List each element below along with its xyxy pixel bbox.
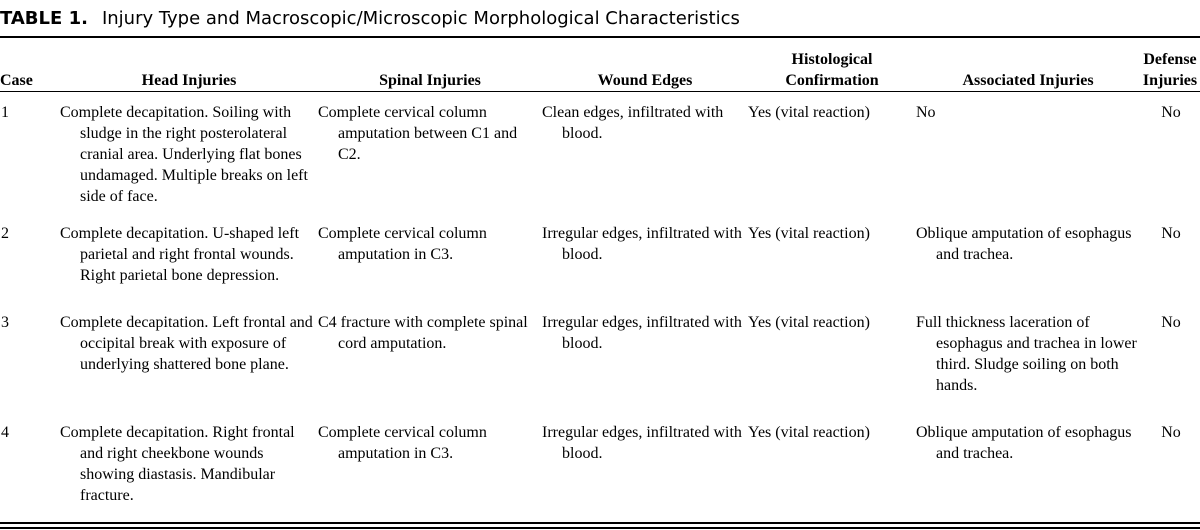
cell-defense-injuries: No	[1161, 424, 1181, 441]
cell-wound-edges: Irregular edges, infiltrated with blood.	[542, 424, 742, 462]
header-wound-edges: Wound Edges	[597, 72, 693, 89]
cell-associated-injuries: Oblique amputation of esophagus and trachea.	[916, 424, 1132, 462]
header-head-injuries: Head Injuries	[141, 72, 237, 89]
bottom-rule-double	[0, 527, 1200, 529]
cell-spinal-injuries: Complete cervical column amputation between C1 and C2.	[318, 104, 518, 163]
table-row	[0, 223, 1200, 312]
header-case: Case	[0, 72, 33, 89]
cell-case: 2	[1, 225, 9, 242]
cell-defense-injuries: No	[1161, 225, 1181, 242]
cell-associated-injuries: Full thickness laceration of esophagus and trachea in lower third. Sludge soiling on both hands.	[916, 314, 1137, 394]
injury-table	[0, 38, 1200, 508]
cell-defense-injuries: No	[1161, 314, 1181, 331]
cell-head-injuries: Complete decapitation. U-shaped left parietal and right frontal wounds. Right parietal bone depression.	[60, 225, 300, 284]
cell-head-injuries: Complete decapitation. Right frontal and right cheekbone wounds showing diastasis. Mandibular fracture.	[60, 424, 295, 504]
table-row	[0, 422, 1200, 508]
header-histological-confirmation	[748, 38, 916, 93]
cell-wound-edges: Clean edges, infiltrated with blood.	[542, 104, 724, 142]
cell-histological-confirmation: Yes (vital reaction)	[748, 314, 870, 331]
cell-associated-injuries: Oblique amputation of esophagus and trachea.	[916, 225, 1132, 263]
cell-defense-injuries: No	[1161, 104, 1181, 121]
header-spinal-injuries: Spinal Injuries	[379, 72, 481, 89]
cell-spinal-injuries: C4 fracture with complete spinal cord amputation.	[318, 314, 528, 352]
table-label: TABLE 1.	[0, 8, 88, 29]
table-caption: Injury Type and Macroscopic/Microscopic Morphological Characteristics	[101, 8, 740, 29]
header-defense-injuries	[1140, 38, 1200, 93]
header-defense-line2: Injuries	[1142, 72, 1198, 89]
header-defense-line1: Defense	[1143, 51, 1197, 68]
cell-case: 3	[1, 314, 9, 331]
cell-head-injuries: Complete decapitation. Soiling with sludge in the right posterolateral cranial area. Underlying flat bones undamaged. Multiple breaks on left side of face.	[60, 104, 308, 205]
bottom-rule	[0, 522, 1200, 524]
table-title	[0, 2, 740, 36]
cell-wound-edges: Irregular edges, infiltrated with blood.	[542, 225, 742, 263]
cell-spinal-injuries: Complete cervical column amputation in C3.	[318, 225, 487, 263]
header-histological-line2: Confirmation	[785, 72, 879, 89]
cell-histological-confirmation: Yes (vital reaction)	[748, 225, 870, 242]
cell-associated-injuries: No	[916, 104, 936, 121]
cell-case: 1	[1, 104, 9, 121]
cell-spinal-injuries: Complete cervical column amputation in C3.	[318, 424, 487, 462]
header-associated-injuries: Associated Injuries	[962, 72, 1094, 89]
cell-wound-edges: Irregular edges, infiltrated with blood.	[542, 314, 742, 352]
cell-case: 4	[1, 424, 9, 441]
table-row	[0, 93, 1200, 223]
cell-head-injuries: Complete decapitation. Left frontal and occipital break with exposure of underlying shattered bone plane.	[60, 314, 313, 373]
table-row	[0, 312, 1200, 422]
cell-histological-confirmation: Yes (vital reaction)	[748, 104, 870, 121]
header-histological-line1: Histological	[791, 51, 873, 68]
cell-histological-confirmation: Yes (vital reaction)	[748, 424, 870, 441]
header-row	[0, 38, 1200, 93]
